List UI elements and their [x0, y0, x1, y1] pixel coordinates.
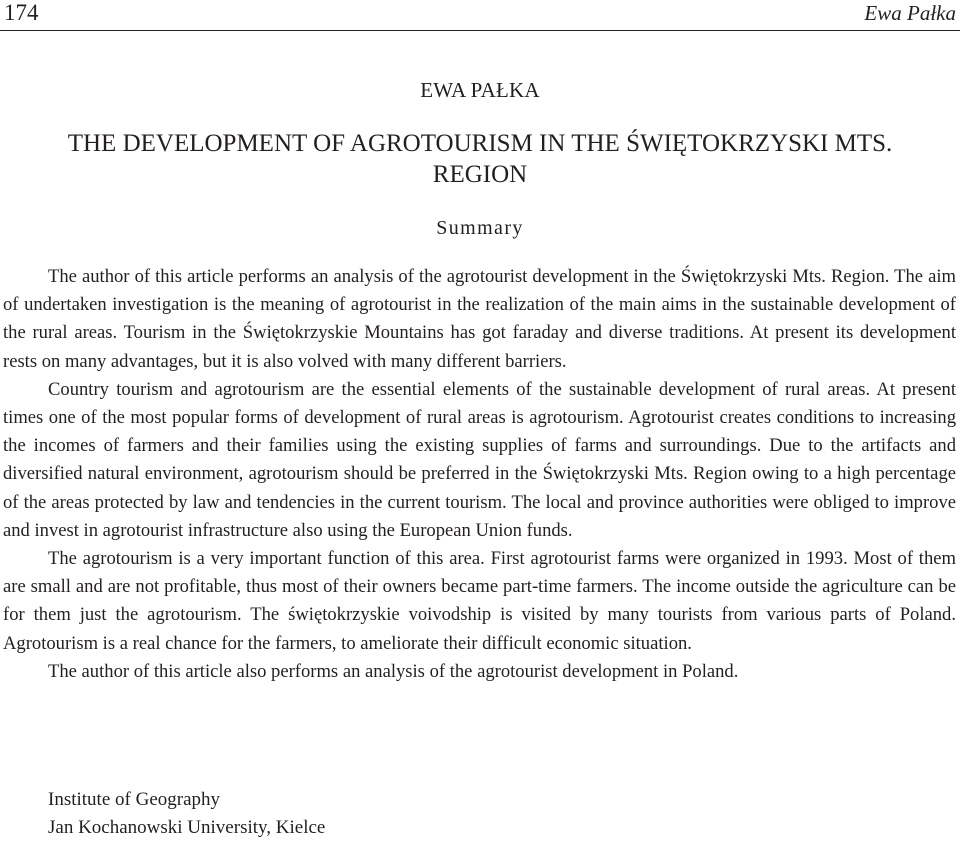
author-affiliation — [48, 786, 325, 842]
article-author: EWA PAŁKA — [420, 78, 540, 102]
affiliation-institute: Institute of Geography — [48, 789, 221, 810]
running-head-author: Ewa Pałka — [864, 1, 956, 25]
affiliation-university: Jan Kochanowski University, Kielce — [48, 817, 326, 838]
summary-paragraph: The author of this article also performs an analysis of the agrotourist development in Poland. — [48, 660, 739, 682]
page-header — [0, 0, 960, 32]
page-number: 174 — [4, 0, 39, 25]
summary-body — [3, 263, 956, 686]
summary-paragraph: The author of this article performs an analysis of the agrotourist development in the Świętokrzyski Mts. Region. The aim of undertaken investigation is the meaning of agrotourist in the realization of the main aims in the sustainable development of the rural areas. Tourism in the Świętokrzyskie Mountains has got faraday and diverse traditions. At present its development rests on many advantages, but it is also volved with many different barriers. — [3, 266, 956, 372]
summary-paragraph: Country tourism and agrotourism are the essential elements of the sustainable development of rural areas. At present times one of the most popular forms of development of rural areas is agrotourism. Agrotourist creates conditions to increasing the incomes of farmers and their families using the existing supplies of farms and surroundings. Due to the artifacts and diversified natural environment, agrotourism should be preferred in the Świętokrzyski Mts. Region owing to a high percentage of the areas protected by law and tendencies in the current tourism. The local and province authorities were obliged to improve and invest in agrotourist infrastructure also using the European Union funds. — [3, 378, 956, 541]
article-title: THE DEVELOPMENT OF AGROTOURISM IN THE ŚWIĘTOKRZYSKI MTS. REGION — [67, 130, 893, 188]
summary-paragraph: The agrotourism is a very important function of this area. First agrotourist farms were organized in 1993. Most of them are small and are not profitable, thus most of their owners became part-time farmers. The income outside the agriculture can be for them just the agrotourism. The świętokrzyskie voivodship is visited by many tourists from various parts of Poland. Agrotourism is a real chance for the farmers, to ameliorate their difficult economic situation. — [3, 548, 956, 654]
header-rule — [0, 30, 960, 31]
summary-heading: Summary — [436, 217, 524, 239]
